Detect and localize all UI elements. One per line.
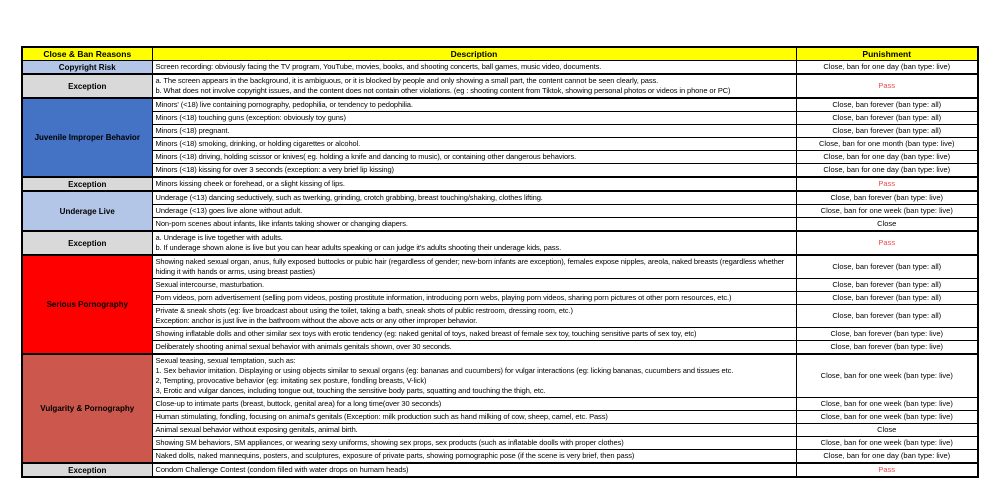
punishment-cell: Close, ban forever (ban type: all): [796, 255, 978, 279]
description-cell: Close-up to intimate parts (breast, buttock, genital area) for a long time(over 30 seconds): [152, 398, 796, 411]
punishment-cell: Close, ban forever (ban type: all): [796, 305, 978, 328]
description-cell: Showing naked sexual organ, anus, fully exposed buttocks or pubic hair (regardless of gender; new-born infants are exception), females expose nipples, areola, naked breasts (regardless whether hiding it with hands or arms, using breast pasties): [152, 255, 796, 279]
table-row: [22, 398, 978, 411]
punishment-cell: Close, ban forever (ban type: all): [796, 292, 978, 305]
description-cell: [152, 354, 796, 398]
description-cell: Minors kissing cheek or forehead, or a slight kissing of lips.: [152, 177, 796, 191]
category-cell: Juvenile Improper Behavior: [22, 98, 152, 177]
description-cell: Minors (<18) touching guns (exception: obviously toy guns): [152, 112, 796, 125]
punishment-cell: Close, ban for one day (ban type: live): [796, 151, 978, 164]
punishment-cell: Close, ban forever (ban type: all): [796, 279, 978, 292]
table-row: [22, 74, 978, 98]
pass-label: Pass: [796, 231, 978, 255]
punishment-cell: Close: [796, 218, 978, 232]
column-header-reasons: Close & Ban Reasons: [22, 47, 152, 61]
description-cell: [152, 74, 796, 98]
description-cell: Porn videos, porn advertisement (selling porn videos, posting prostitute information, introducing porn webs, playing porn videos, sharing porn pictures ot other porn resources, etc.): [152, 292, 796, 305]
table-row: [22, 61, 978, 75]
description-cell: Non-porn scenes about infants, like infants taking shower or changing diapers.: [152, 218, 796, 232]
punishment-cell: Close, ban for one day (ban type: live): [796, 450, 978, 464]
table-row: [22, 164, 978, 178]
description-line: 3, Erotic and vulgar dances, including tongue out, touching the sensitive body parts, squatting and touching the thigh, etc.: [155, 386, 546, 395]
category-cell: Underage Live: [22, 191, 152, 231]
table-row: [22, 112, 978, 125]
table-row: [22, 463, 978, 477]
category-cell: Exception: [22, 74, 152, 98]
description-cell: Animal sexual behavior without exposing genitals, animal birth.: [152, 424, 796, 437]
description-line: Sexual teasing, sexual temptation, such as:: [155, 356, 296, 365]
description-cell: Human stimulating, fondling, focusing on animal's genitals (Exception: milk production such as hand milking of cow, sheep, camel, etc. Pass): [152, 411, 796, 424]
table-row: [22, 151, 978, 164]
description-line: Private & sneak shots (eg: live broadcast about using the toilet, taking a bath, sneak shots of public restroom, dressing room, etc.): [155, 306, 573, 315]
table-row: [22, 411, 978, 424]
category-cell: Exception: [22, 177, 152, 191]
table-row: [22, 218, 978, 232]
category-cell: Exception: [22, 231, 152, 255]
table-row: [22, 125, 978, 138]
description-cell: Condom Challenge Contest (condom filled with water drops on humam heads): [152, 463, 796, 477]
table-row: [22, 341, 978, 355]
category-cell: Serious Pornography: [22, 255, 152, 354]
category-cell: Copyright Risk: [22, 61, 152, 75]
table-row: [22, 255, 978, 279]
pass-label: Pass: [796, 463, 978, 477]
punishment-cell: Close, ban for one week (ban type: live): [796, 398, 978, 411]
column-header-punishment: Punishment: [796, 47, 978, 61]
description-cell: Minors (<18) smoking, drinking, or holding cigarettes or alcohol.: [152, 138, 796, 151]
table-row: [22, 450, 978, 464]
description-cell: [152, 231, 796, 255]
table-row: [22, 231, 978, 255]
table-row: [22, 98, 978, 112]
description-cell: [152, 305, 796, 328]
table-row: [22, 354, 978, 398]
category-cell: Exception: [22, 463, 152, 477]
description-cell: Minors (<18) kissing for over 3 seconds (exception: a very brief lip kissing): [152, 164, 796, 178]
description-cell: Screen recording: obviously facing the TV program, YouTube, movies, books, and shooting concerts, ball games, music video, documents.: [152, 61, 796, 75]
table-row: [22, 437, 978, 450]
pass-label: Pass: [796, 74, 978, 98]
punishment-cell: Close: [796, 424, 978, 437]
punishment-cell: Close, ban for one day (ban type: live): [796, 164, 978, 178]
description-cell: Underage (<13) goes live alone without adult.: [152, 205, 796, 218]
description-cell: Sexual intercourse, masturbation.: [152, 279, 796, 292]
table-row: [22, 292, 978, 305]
description-cell: Naked dolls, naked mannequins, posters, and sculptures, exposure of private parts, showing pornographic pose (if the scene is very brief, then pass): [152, 450, 796, 464]
table-row: [22, 205, 978, 218]
punishment-cell: Close, ban for one week (ban type: live): [796, 354, 978, 398]
table-row: [22, 138, 978, 151]
category-cell: Vulgarity & Pornography: [22, 354, 152, 463]
table-row: [22, 424, 978, 437]
table-row: [22, 177, 978, 191]
description-cell: Showing SM behaviors, SM appliances, or wearing sexy uniforms, showing sex props, sex products (such as inflatable doolls with proper clothes): [152, 437, 796, 450]
punishment-cell: Close, ban for one month (ban type: live): [796, 138, 978, 151]
punishment-cell: Close, ban for one week (ban type: live): [796, 411, 978, 424]
punishment-cell: Close, ban forever (ban type: live): [796, 341, 978, 355]
description-line: b. What does not involve copyright issues, and the content does not contain other violations. (eg : shooting content from Tiktok, showing personal photos or videos in phone or PC): [155, 86, 731, 95]
description-cell: Minors' (<18) live containing pornography, pedophilia, or tendency to pedophilia.: [152, 98, 796, 112]
description-cell: Showing inflatable dolls and other similar sex toys with erotic tendency (eg: naked genital of toys, naked breast of female sex toy, touching sensitive parts of sex toy, etc): [152, 328, 796, 341]
description-line: a. Underage is live together with adults.: [155, 233, 283, 242]
pass-label: Pass: [796, 177, 978, 191]
table-row: [22, 191, 978, 205]
punishment-cell: Close, ban for one week (ban type: live): [796, 205, 978, 218]
header-row: [22, 47, 978, 61]
description-line: 2, Tempting, provocative behavior (eg: imitating sex posture, fondling breasts, V-lick): [155, 376, 427, 385]
punishment-cell: Close, ban forever (ban type: live): [796, 191, 978, 205]
table-row: [22, 279, 978, 292]
description-line: b. If underage shown alone is live but you can hear adults speaking or can judge it's adults shooting their underage kids, pass.: [155, 243, 562, 252]
table-row: [22, 328, 978, 341]
punishment-cell: Close, ban forever (ban type: all): [796, 112, 978, 125]
column-header-description: Description: [152, 47, 796, 61]
description-cell: Deliberately shooting animal sexual behavior with animals genitals shown, over 30 seconds.: [152, 341, 796, 355]
punishment-cell: Close, ban forever (ban type: all): [796, 125, 978, 138]
description-line: a. The screen appears in the background, it is ambiguous, or it is blocked by people and only showing a small part, the content cannot be seen clearly, pass.: [155, 76, 659, 85]
table-row: [22, 305, 978, 328]
description-line: Exception: anchor is just live in the bathroom without the above acts or any other improper behavior.: [155, 316, 478, 325]
punishment-cell: Close, ban for one week (ban type: live): [796, 437, 978, 450]
moderation-rules-table: [21, 46, 979, 478]
punishment-cell: Close, ban forever (ban type: all): [796, 98, 978, 112]
punishment-cell: Close, ban forever (ban type: live): [796, 328, 978, 341]
description-cell: Minors (<18) pregnant.: [152, 125, 796, 138]
punishment-cell: Close, ban for one day (ban type: live): [796, 61, 978, 75]
rules-table-body: [22, 61, 978, 478]
description-line: 1. Sex behavior imitation. Displaying or using objects similar to sexual organs (eg: bananas and cucumbers) for vulgar interactions (eg: licking bananas, cucumbers and tissues etc.: [155, 366, 734, 375]
description-cell: Underage (<13) dancing seductively, such as twerking, grinding, crotch grabbing, breast touching/shaking, clothes lifting.: [152, 191, 796, 205]
description-cell: Minors (<18) driving, holding scissor or knives( eg. holding a knife and dancing to music), or containing other dangerous behaviors.: [152, 151, 796, 164]
